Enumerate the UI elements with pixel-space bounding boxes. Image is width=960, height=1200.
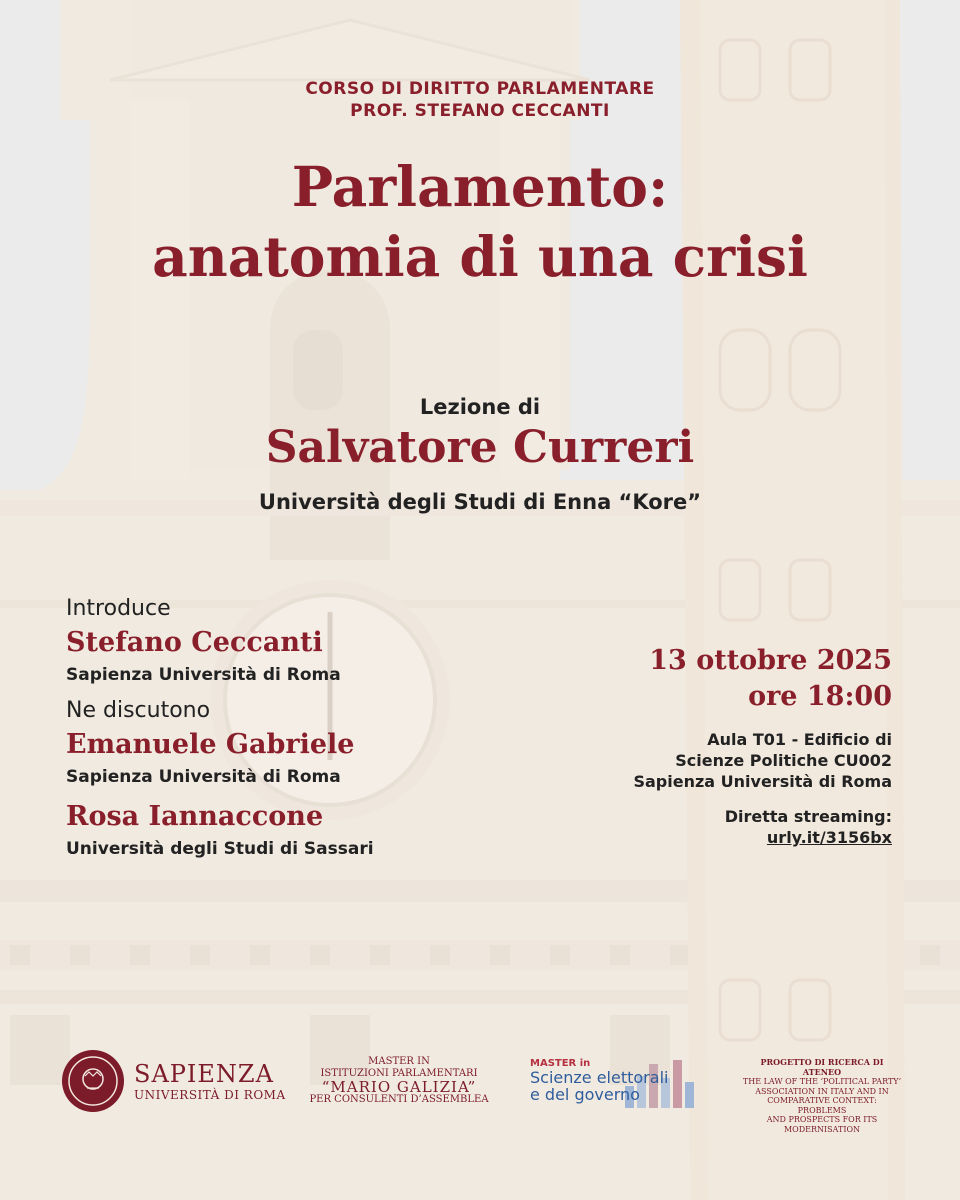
course-professor: PROF. STEFANO CECCANTI — [350, 101, 610, 121]
venue-line: Scienze Politiche CU002 — [675, 751, 892, 770]
discussant-name: Rosa Iannaccone — [66, 801, 324, 832]
project-line: MODERNISATION — [783, 1124, 861, 1134]
streaming-label: Diretta streaming: — [724, 807, 892, 826]
event-details — [532, 643, 892, 848]
master-galizia-name: “MARIO GALIZIA” — [321, 1078, 477, 1096]
event-venue — [532, 729, 892, 792]
master-tag: MASTER in — [530, 1058, 591, 1069]
course-title: CORSO DI DIRITTO PARLAMENTARE — [305, 79, 655, 99]
master-galizia-logo — [309, 1056, 489, 1106]
venue-line: Sapienza Università di Roma — [633, 772, 892, 791]
project-line: THE LAW OF THE ‘POLITICAL PARTY’ — [742, 1077, 902, 1086]
event-time: ore 18:00 — [748, 681, 892, 712]
streaming-info — [532, 806, 892, 848]
master-galizia-line: MASTER IN — [368, 1056, 430, 1067]
discuss-label: Ne discutono — [66, 698, 211, 723]
introduce-label: Introduce — [66, 596, 171, 621]
master-name-line: e del governo — [530, 1085, 640, 1104]
participants — [66, 594, 586, 870]
event-title — [0, 152, 960, 292]
discussant-name: Emanuele Gabriele — [66, 729, 355, 760]
master-galizia-line: PER CONSULENTI D’ASSEMBLEA — [309, 1094, 489, 1105]
master-scienze-label — [530, 1058, 668, 1103]
event-date: 13 ottobre 2025 — [649, 645, 892, 676]
streaming-link[interactable]: urly.it/3156bx — [766, 828, 892, 847]
introducer-affiliation: Sapienza Università di Roma — [66, 665, 341, 685]
course-header — [0, 78, 960, 122]
event-title-line1: Parlamento: — [291, 154, 669, 219]
sapienza-name: SAPIENZA — [134, 1060, 274, 1088]
project-title: PROGETTO DI RICERCA DI ATENEO — [760, 1057, 884, 1077]
sapienza-logo — [134, 1060, 286, 1102]
speaker-name: Salvatore Curreri — [265, 422, 695, 473]
speaker-affiliation: Università degli Studi di Enna “Kore” — [258, 490, 702, 514]
master-galizia-line: ISTITUZIONI PARLAMENTARI — [320, 1068, 478, 1079]
discussant-affiliation: Sapienza Università di Roma — [66, 767, 341, 787]
discussant-affiliation: Università degli Studi di Sassari — [66, 839, 374, 859]
project-line: ASSOCIATION IN ITALY AND IN — [755, 1086, 889, 1096]
venue-line: Aula T01 - Edificio di — [707, 730, 892, 749]
master-scienze-elettorali-logo — [530, 1058, 705, 1128]
master-name-line: Scienze elettorali — [530, 1068, 669, 1087]
research-project-logo — [742, 1058, 902, 1134]
project-line: AND PROSPECTS FOR ITS — [766, 1115, 878, 1124]
logos-bar — [0, 1040, 960, 1140]
introducer-name: Stefano Ceccanti — [66, 627, 323, 658]
sapienza-seal-icon — [62, 1050, 124, 1112]
sapienza-subtitle: UNIVERSITÀ DI ROMA — [134, 1088, 286, 1102]
lecture-intro: Lezione di — [419, 395, 541, 419]
event-title-line2: anatomia di una crisi — [152, 224, 808, 289]
project-line: COMPARATIVE CONTEXT: PROBLEMS — [767, 1096, 877, 1115]
